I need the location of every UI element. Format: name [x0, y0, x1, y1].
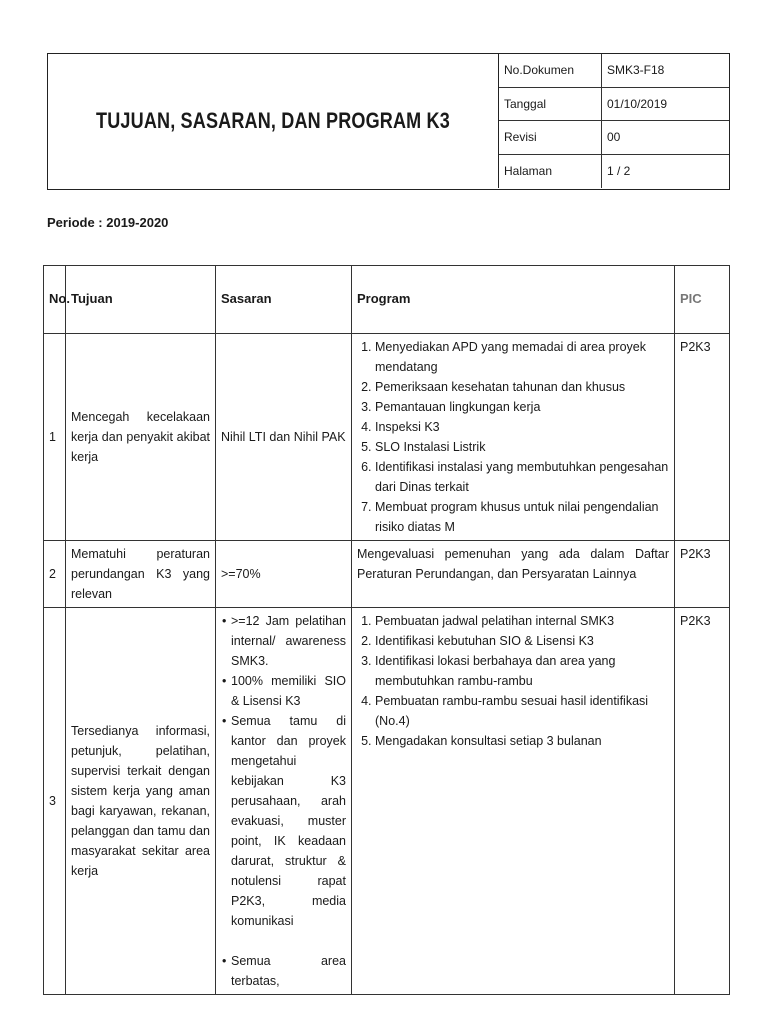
meta-row-revisi — [499, 121, 729, 155]
meta-row-tanggal — [499, 88, 729, 122]
sasaran-item: • >=12 Jam pelatihan internal/ awareness SMK3. — [231, 611, 346, 671]
program-item: 2. Pemeriksaan kesehatan tahunan dan khusus — [375, 377, 669, 397]
table-row — [44, 541, 730, 608]
header-sasaran: Sasaran — [216, 266, 352, 334]
program-list — [357, 611, 669, 751]
row-sasaran: Nihil LTI dan Nihil PAK — [216, 334, 352, 541]
document-meta-table — [498, 54, 729, 188]
row-sasaran — [216, 608, 352, 995]
row-program: Mengevaluasi pemenuhan yang ada dalam Daftar Peraturan Perundangan, dan Persyaratan Lainnya — [352, 541, 675, 608]
program-item: 3. Pemantauan lingkungan kerja — [375, 397, 669, 417]
header-no: No. — [44, 266, 66, 334]
program-item: 7. Membuat program khusus untuk nilai pengendalian risiko diatas M — [375, 497, 669, 537]
program-item: 5. SLO Instalasi Listrik — [375, 437, 669, 457]
sasaran-list — [221, 611, 346, 991]
meta-row-halaman — [499, 155, 729, 189]
program-list — [357, 337, 669, 537]
row-no: 2 — [44, 541, 66, 608]
program-item: 1. Menyediakan APD yang memadai di area proyek mendatang — [375, 337, 669, 377]
table-row — [44, 334, 730, 541]
program-item: 3. Identifikasi lokasi berbahaya dan area yang membutuhkan rambu-rambu — [375, 651, 669, 691]
sasaran-item: • Semua tamu di kantor dan proyek mengetahui kebijakan K3 perusahaan, arah evakuasi, muster point, IK keadaan darurat, struktur & notulensi rapat P2K3, media komunikasi — [231, 711, 346, 931]
row-pic: P2K3 — [675, 334, 730, 541]
header-program: Program — [352, 266, 675, 334]
table-row — [44, 608, 730, 995]
meta-value: 1 / 2 — [607, 164, 631, 179]
row-tujuan: Mematuhi peraturan perundangan K3 yang relevan — [66, 541, 216, 608]
row-no: 3 — [44, 608, 66, 995]
row-sasaran: >=70% — [216, 541, 352, 608]
document-title: TUJUAN, SASARAN, DAN PROGRAM K3 — [96, 108, 450, 133]
meta-label: Revisi — [499, 121, 602, 154]
row-tujuan: Tersedianya informasi, petunjuk, pelatihan, supervisi terkait dengan sistem kerja yang aman bagi karyawan, rekanan, pelanggan dan tamu dan masyarakat sekitar area kerja — [66, 608, 216, 995]
sasaran-item: • 100% memiliki SIO & Lisensi K3 — [231, 671, 346, 711]
meta-label: Tanggal — [499, 88, 602, 121]
row-no: 1 — [44, 334, 66, 541]
meta-value: SMK3-F18 — [607, 63, 665, 78]
program-item: 5. Mengadakan konsultasi setiap 3 bulanan — [375, 731, 669, 751]
row-pic: P2K3 — [675, 541, 730, 608]
meta-row-no-dokumen — [499, 54, 729, 88]
meta-label: Halaman — [499, 155, 602, 189]
periode-label: Periode : 2019-2020 — [47, 215, 169, 230]
program-item: 6. Identifikasi instalasi yang membutuhkan pengesahan dari Dinas terkait — [375, 457, 669, 497]
program-item: 1. Pembuatan jadwal pelatihan internal SMK3 — [375, 611, 669, 631]
row-pic: P2K3 — [675, 608, 730, 995]
program-item: 4. Pembuatan rambu-rambu sesuai hasil identifikasi (No.4) — [375, 691, 669, 731]
row-tujuan: Mencegah kecelakaan kerja dan penyakit akibat kerja — [66, 334, 216, 541]
sasaran-item: • Semua area terbatas, — [231, 951, 346, 991]
k3-program-table — [43, 265, 730, 995]
program-item: 4. Inspeksi K3 — [375, 417, 669, 437]
document-header — [47, 53, 730, 190]
row-program — [352, 334, 675, 541]
meta-value: 00 — [607, 130, 621, 145]
table-header-row — [44, 266, 730, 334]
header-tujuan: Tujuan — [66, 266, 216, 334]
program-item: 2. Identifikasi kebutuhan SIO & Lisensi K3 — [375, 631, 669, 651]
meta-value: 01/10/2019 — [607, 96, 668, 111]
meta-label: No.Dokumen — [499, 54, 602, 87]
row-program — [352, 608, 675, 995]
header-pic: PIC — [675, 266, 730, 334]
